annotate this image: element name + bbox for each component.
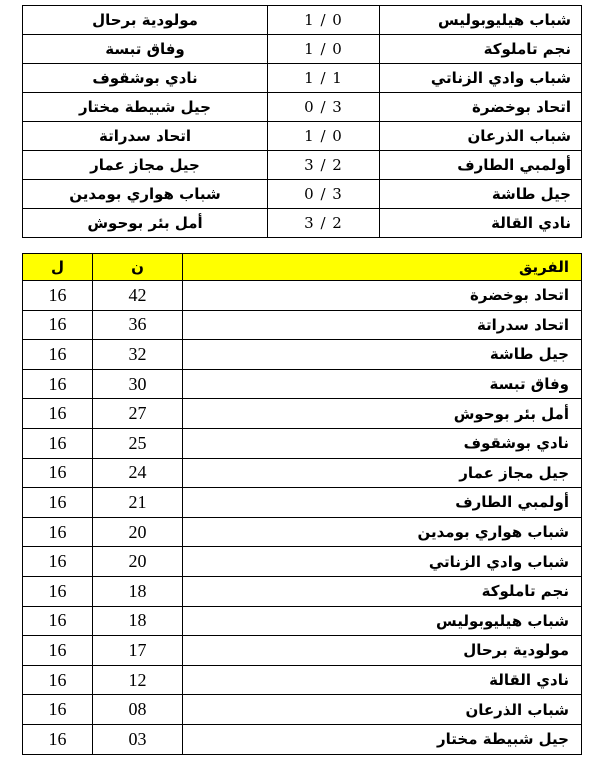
standings-team: أولمبي الطارف <box>183 488 582 518</box>
result-score: 3 / 2 <box>268 209 380 238</box>
standings-team: أمل بئر بوحوش <box>183 399 582 429</box>
standings-team: مولودية برحال <box>183 636 582 666</box>
standings-played: 16 <box>23 636 93 666</box>
standings-team: اتحاد سدراتة <box>183 310 582 340</box>
standings-row <box>23 695 582 725</box>
result-score: 3 / 2 <box>268 151 380 180</box>
standings-row <box>23 369 582 399</box>
result-row <box>23 122 582 151</box>
standings-points: 25 <box>93 428 183 458</box>
standings-points: 42 <box>93 281 183 311</box>
standings-played: 16 <box>23 606 93 636</box>
standings-team: شباب الذرعان <box>183 695 582 725</box>
result-score: 1 / 0 <box>268 122 380 151</box>
standings-row <box>23 340 582 370</box>
standings-row <box>23 399 582 429</box>
result-home-team: جيل طاشة <box>380 180 582 209</box>
results-table <box>22 5 582 238</box>
standings-points: 24 <box>93 458 183 488</box>
standings-played: 16 <box>23 695 93 725</box>
result-home-team: شباب الذرعان <box>380 122 582 151</box>
standings-points: 32 <box>93 340 183 370</box>
result-score: 1 / 0 <box>268 35 380 64</box>
standings-played: 16 <box>23 340 93 370</box>
result-home-team: أولمبي الطارف <box>380 151 582 180</box>
result-away-team: أمل بئر بوحوش <box>23 209 268 238</box>
standings-team: اتحاد بوخضرة <box>183 281 582 311</box>
standings-team: جيل طاشة <box>183 340 582 370</box>
result-away-team: شباب هواري بومدين <box>23 180 268 209</box>
header-points: ن <box>93 254 183 281</box>
result-score: 0 / 3 <box>268 180 380 209</box>
result-row <box>23 209 582 238</box>
standings-row <box>23 517 582 547</box>
standings-row <box>23 665 582 695</box>
standings-points: 12 <box>93 665 183 695</box>
result-away-team: اتحاد سدراتة <box>23 122 268 151</box>
results-body <box>23 6 582 238</box>
result-away-team: جيل شبيطة مختار <box>23 93 268 122</box>
standings-points: 27 <box>93 399 183 429</box>
standings-row <box>23 576 582 606</box>
standings-row <box>23 547 582 577</box>
standings-played: 16 <box>23 724 93 754</box>
header-played: ل <box>23 254 93 281</box>
standings-row <box>23 428 582 458</box>
standings-team: وفاق تبسة <box>183 369 582 399</box>
standings-header-row <box>23 254 582 281</box>
header-team: الفريق <box>183 254 582 281</box>
standings-points: 30 <box>93 369 183 399</box>
standings-body <box>23 281 582 755</box>
standings-row <box>23 724 582 754</box>
standings-row <box>23 310 582 340</box>
standings-points: 18 <box>93 606 183 636</box>
result-away-team: وفاق تبسة <box>23 35 268 64</box>
standings-row <box>23 458 582 488</box>
result-row <box>23 6 582 35</box>
result-away-team: نادي بوشقوف <box>23 64 268 93</box>
result-home-team: اتحاد بوخضرة <box>380 93 582 122</box>
standings-team: شباب وادي الزناتي <box>183 547 582 577</box>
standings-played: 16 <box>23 517 93 547</box>
standings-played: 16 <box>23 547 93 577</box>
standings-team: نجم تاملوكة <box>183 576 582 606</box>
standings-row <box>23 636 582 666</box>
result-score: 0 / 3 <box>268 93 380 122</box>
standings-row <box>23 281 582 311</box>
result-home-team: نادي القالة <box>380 209 582 238</box>
standings-played: 16 <box>23 399 93 429</box>
standings-team: جيل شبيطة مختار <box>183 724 582 754</box>
result-row <box>23 64 582 93</box>
result-home-team: شباب وادي الزناتي <box>380 64 582 93</box>
result-home-team: شباب هيليوبوليس <box>380 6 582 35</box>
standings-played: 16 <box>23 488 93 518</box>
standings-points: 36 <box>93 310 183 340</box>
standings-points: 03 <box>93 724 183 754</box>
result-score: 1 / 0 <box>268 6 380 35</box>
result-away-team: جيل مجاز عمار <box>23 151 268 180</box>
standings-row <box>23 488 582 518</box>
standings-team: شباب هواري بومدين <box>183 517 582 547</box>
result-away-team: مولودية برحال <box>23 6 268 35</box>
standings-played: 16 <box>23 665 93 695</box>
result-home-team: نجم تاملوكة <box>380 35 582 64</box>
result-score: 1 / 1 <box>268 64 380 93</box>
standings-team: شباب هيليوبوليس <box>183 606 582 636</box>
standings-points: 08 <box>93 695 183 725</box>
standings-points: 21 <box>93 488 183 518</box>
standings-played: 16 <box>23 428 93 458</box>
standings-points: 17 <box>93 636 183 666</box>
standings-row <box>23 606 582 636</box>
standings-table <box>22 253 582 755</box>
standings-team: جيل مجاز عمار <box>183 458 582 488</box>
result-row <box>23 35 582 64</box>
result-row <box>23 180 582 209</box>
standings-team: نادي القالة <box>183 665 582 695</box>
standings-played: 16 <box>23 369 93 399</box>
standings-played: 16 <box>23 576 93 606</box>
standings-points: 20 <box>93 547 183 577</box>
result-row <box>23 93 582 122</box>
standings-points: 18 <box>93 576 183 606</box>
standings-played: 16 <box>23 281 93 311</box>
standings-points: 20 <box>93 517 183 547</box>
standings-played: 16 <box>23 310 93 340</box>
standings-played: 16 <box>23 458 93 488</box>
result-row <box>23 151 582 180</box>
standings-team: نادي بوشقوف <box>183 428 582 458</box>
